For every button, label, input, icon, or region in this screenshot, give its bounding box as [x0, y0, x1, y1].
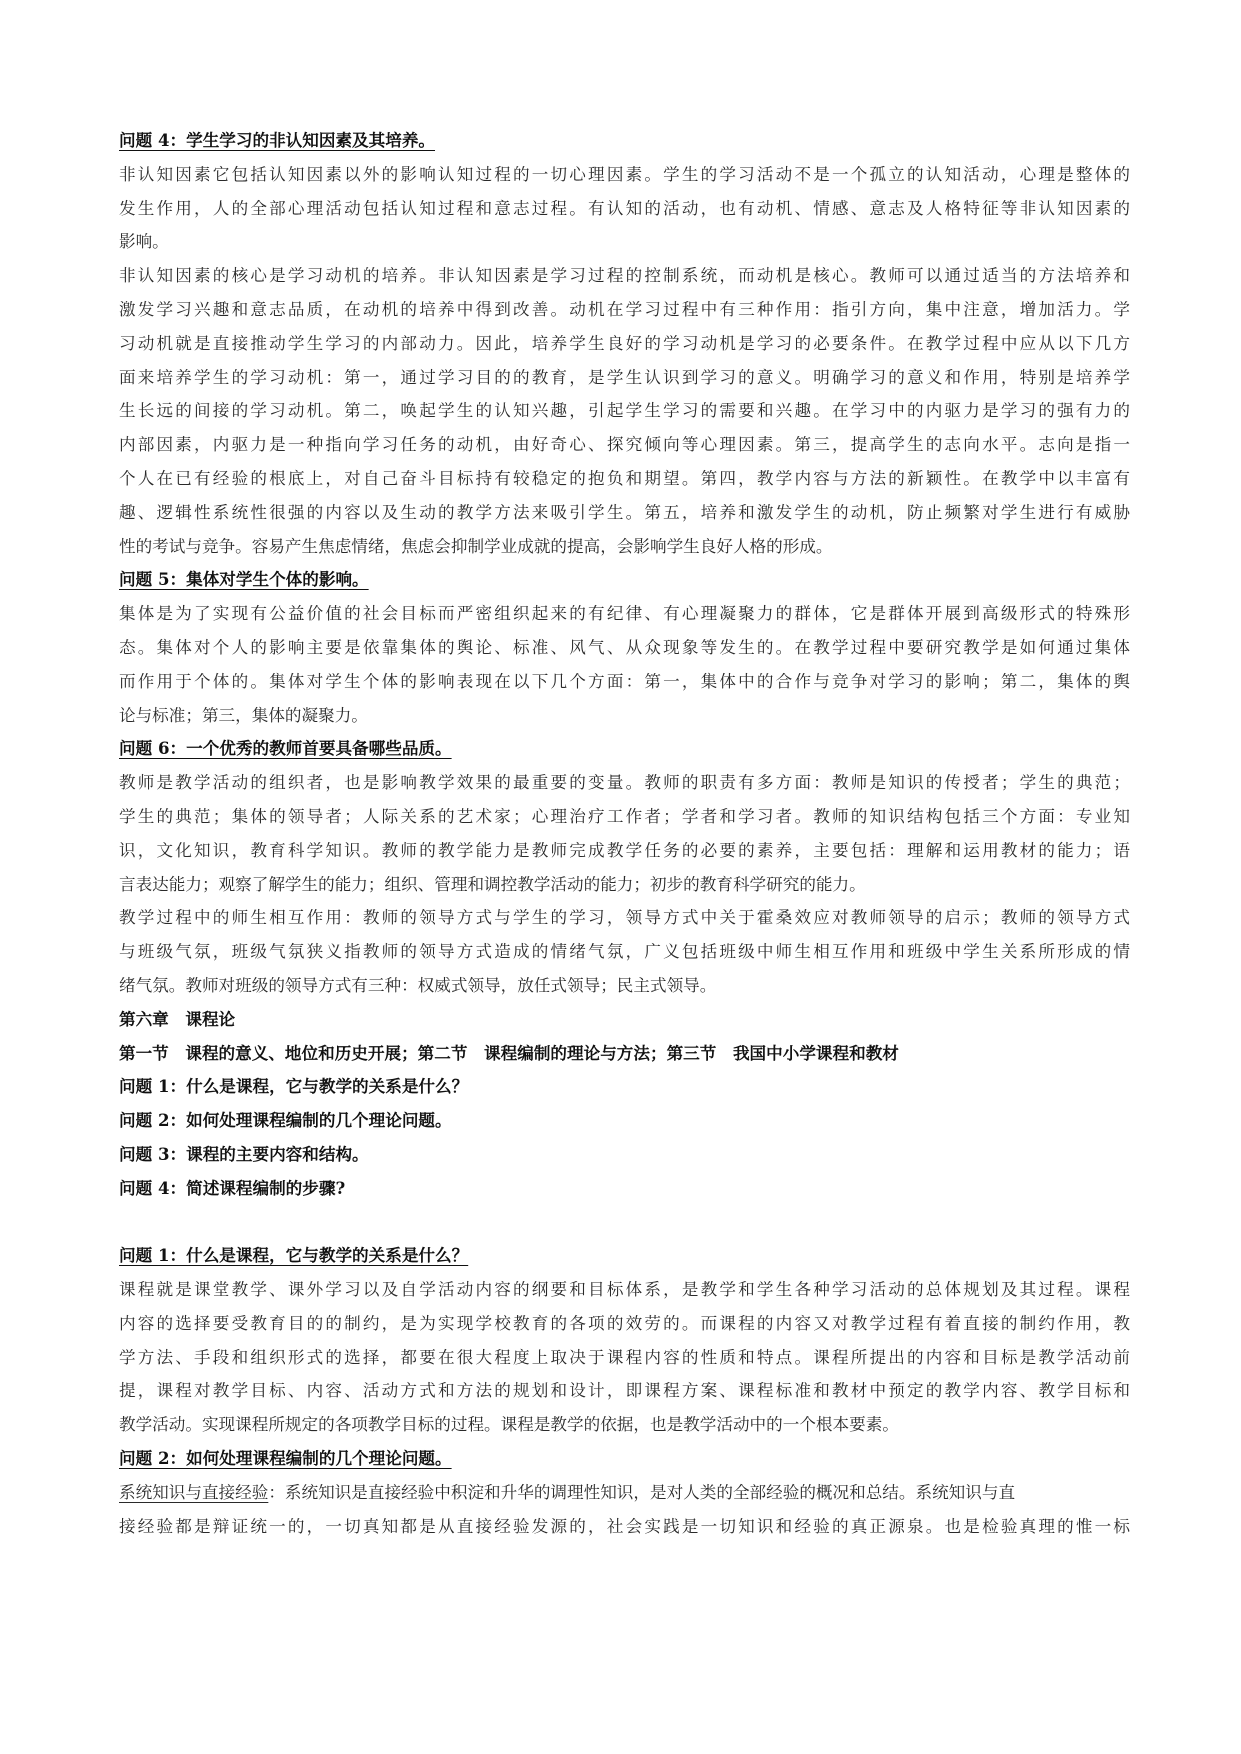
text-line: 激发学习兴趣和意志品质，在动机的培养中得到改善。动机在学习过程中有三种作用：指引方向，集中注意，增加活力。学 [119, 299, 1130, 319]
text-line: 生长远的间接的学习动机。第二，唤起学生的认知兴趣，引起学生学习的需要和兴趣。在学习中的内驱力是学习的强有力的 [119, 401, 1130, 421]
text-line: 教师是教学活动的组织者，也是影响教学效果的最重要的变量。教师的职责有多方面：教师是知识的传授者；学生的典范； [119, 773, 1130, 793]
text-line: 非认知因素的核心是学习动机的培养。非认知因素是学习过程的控制系统，而动机是核心。教师可以通过适当的方法培养和 [119, 266, 1130, 286]
text-line: 论与标准；第三，集体的凝聚力。 [119, 705, 368, 725]
text-line: 发生作用，人的全部心理活动包括认知过程和意志过程。有认知的活动，也有动机、情感、意志及人格特征等非认知因素的 [119, 198, 1130, 218]
text-line: 接经验都是辩证统一的，一切真知都是从直接经验发源的，社会实践是一切知识和经验的真正源泉。也是检验真理的惟一标 [119, 1516, 1130, 1536]
text-line: 内部因素，内驱力是一种指向学习任务的动机，由好奇心、探究倾向等心理因素。第三，提高学生的志向水平。志向是指一 [119, 435, 1130, 455]
text-line: 提，课程对教学目标、内容、活动方式和方法的规划和设计，即课程方案、课程标准和教材中预定的教学内容、教学目标和 [119, 1381, 1130, 1401]
course-question-1-heading: 问题 1：什么是课程，它与教学的关系是什么？ [119, 1245, 469, 1266]
text-line: 非认知因素它包括认知因素以外的影响认知过程的一切心理因素。学生的学习活动不是一个孤立的认知活动，心理是整体的 [119, 164, 1130, 184]
question-4-paragraph-2 [119, 259, 1130, 563]
text-line: 性的考试与竞争。容易产生焦虑情绪，焦虑会抑制学业成就的提高，会影响学生良好人格的形成。 [119, 536, 833, 556]
text-line: 影响。 [119, 232, 169, 252]
text-span: ：系统知识是直接经验中积淀和升华的调理性知识，是对人类的全部经验的概况和总结。系统知识与直 [268, 1482, 1016, 1502]
text-line: 学生的典范；集体的领导者；人际关系的艺术家；心理治疗工作者；学者和学习者。教师的知识结构包括三个方面：专业知 [119, 806, 1130, 826]
text-line: 习动机就是直接推动学生学习的内部动力。因此，培养学生良好的学习动机是学习的必要条件。在教学过程中应从以下几方 [119, 333, 1130, 353]
question-6-paragraph-1 [119, 766, 1130, 901]
chapter-question-item: 问题 3：课程的主要内容和结构。 [119, 1143, 369, 1164]
question-5-paragraph-1 [119, 597, 1130, 732]
underlined-term: 系统知识与直接经验 [119, 1482, 269, 1502]
course-question-1-paragraph [119, 1273, 1130, 1442]
document-page [119, 124, 1130, 1543]
text-line [119, 1476, 1130, 1510]
text-line: 与班级气氛，班级气氛狭义指教师的领导方式造成的情绪气氛，广义包括班级中师生相互作用和班级中学生关系所形成的情 [119, 942, 1130, 962]
question-5-heading: 问题 5：集体对学生个体的影响。 [119, 569, 369, 590]
text-line: 内容的选择要受教育目的的制约，是为实现学校教育的各项的效劳的。而课程的内容又对教学过程有着直接的制约作用，教 [119, 1313, 1130, 1333]
text-line: 学方法、手段和组织形式的选择，都要在很大程度上取决于课程内容的性质和特点。课程所提出的内容和目标是教学活动前 [119, 1347, 1130, 1367]
chapter-question-item: 问题 2：如何处理课程编制的几个理论问题。 [119, 1110, 452, 1131]
question-6-heading: 问题 6：一个优秀的教师首要具备哪些品质。 [119, 738, 452, 759]
text-line: 教学活动。实现课程所规定的各项教学目标的过程。课程是教学的依据，也是教学活动中的一个根本要素。 [119, 1415, 899, 1435]
text-line: 趣、逻辑性系统性很强的内容以及生动的教学方法来吸引学生。第五，培养和激发学生的动机，防止频繁对学生进行有威胁 [119, 502, 1130, 522]
question-6-paragraph-2 [119, 901, 1130, 1002]
text-line: 态。集体对个人的影响主要是依靠集体的舆论、标准、风气、从众现象等发生的。在教学过程中要研究教学是如何通过集体 [119, 637, 1130, 657]
text-line: 言表达能力；观察了解学生的能力；组织、管理和调控教学活动的能力；初步的教育科学研究的能力。 [119, 874, 866, 894]
text-line: 个人在已有经验的根底上，对自己奋斗目标持有较稳定的抱负和期望。第四，教学内容与方法的新颖性。在教学中以丰富有 [119, 468, 1130, 488]
course-question-2-heading: 问题 2：如何处理课程编制的几个理论问题。 [119, 1448, 452, 1469]
text-line: 课程就是课堂教学、课外学习以及自学活动内容的纲要和目标体系，是教学和学生各种学习活动的总体规划及其过程。课程 [119, 1280, 1130, 1300]
text-line: 教学过程中的师生相互作用：教师的领导方式与学生的学习，领导方式中关于霍桑效应对教师领导的启示；教师的领导方式 [119, 908, 1130, 928]
text-line: 绪气氛。教师对班级的领导方式有三种：权威式领导，放任式领导；民主式领导。 [119, 975, 717, 995]
chapter-sections: 第一节 课程的意义、地位和历史开展；第二节 课程编制的理论与方法；第三节 我国中小学课程和教材 [119, 1042, 899, 1063]
blank-line [119, 1206, 1130, 1240]
question-4-paragraph-1 [119, 158, 1130, 259]
chapter-question-list [119, 1070, 1130, 1205]
course-question-2-paragraph [119, 1476, 1130, 1544]
text-line: 面来培养学生的学习动机：第一，通过学习目的的教育，是学生认识到学习的意义。明确学习的意义和作用，特别是培养学 [119, 367, 1130, 387]
chapter-question-item: 问题 4：简述课程编制的步骤? [119, 1177, 346, 1198]
text-line: 识，文化知识，教育科学知识。教师的教学能力是教师完成教学任务的必要的素养，主要包括：理解和运用教材的能力；语 [119, 840, 1130, 860]
text-line: 集体是为了实现有公益价值的社会目标而严密组织起来的有纪律、有心理凝聚力的群体，它是群体开展到高级形式的特殊形 [119, 604, 1130, 624]
question-4-heading: 问题 4：学生学习的非认知因素及其培养。 [119, 130, 436, 150]
text-line: 而作用于个体的。集体对学生个体的影响表现在以下几个方面：第一，集体中的合作与竞争对学习的影响；第二，集体的舆 [119, 671, 1130, 691]
chapter-title: 第六章 课程论 [119, 1008, 236, 1029]
chapter-question-item: 问题 1：什么是课程，它与教学的关系是什么？ [119, 1076, 469, 1097]
